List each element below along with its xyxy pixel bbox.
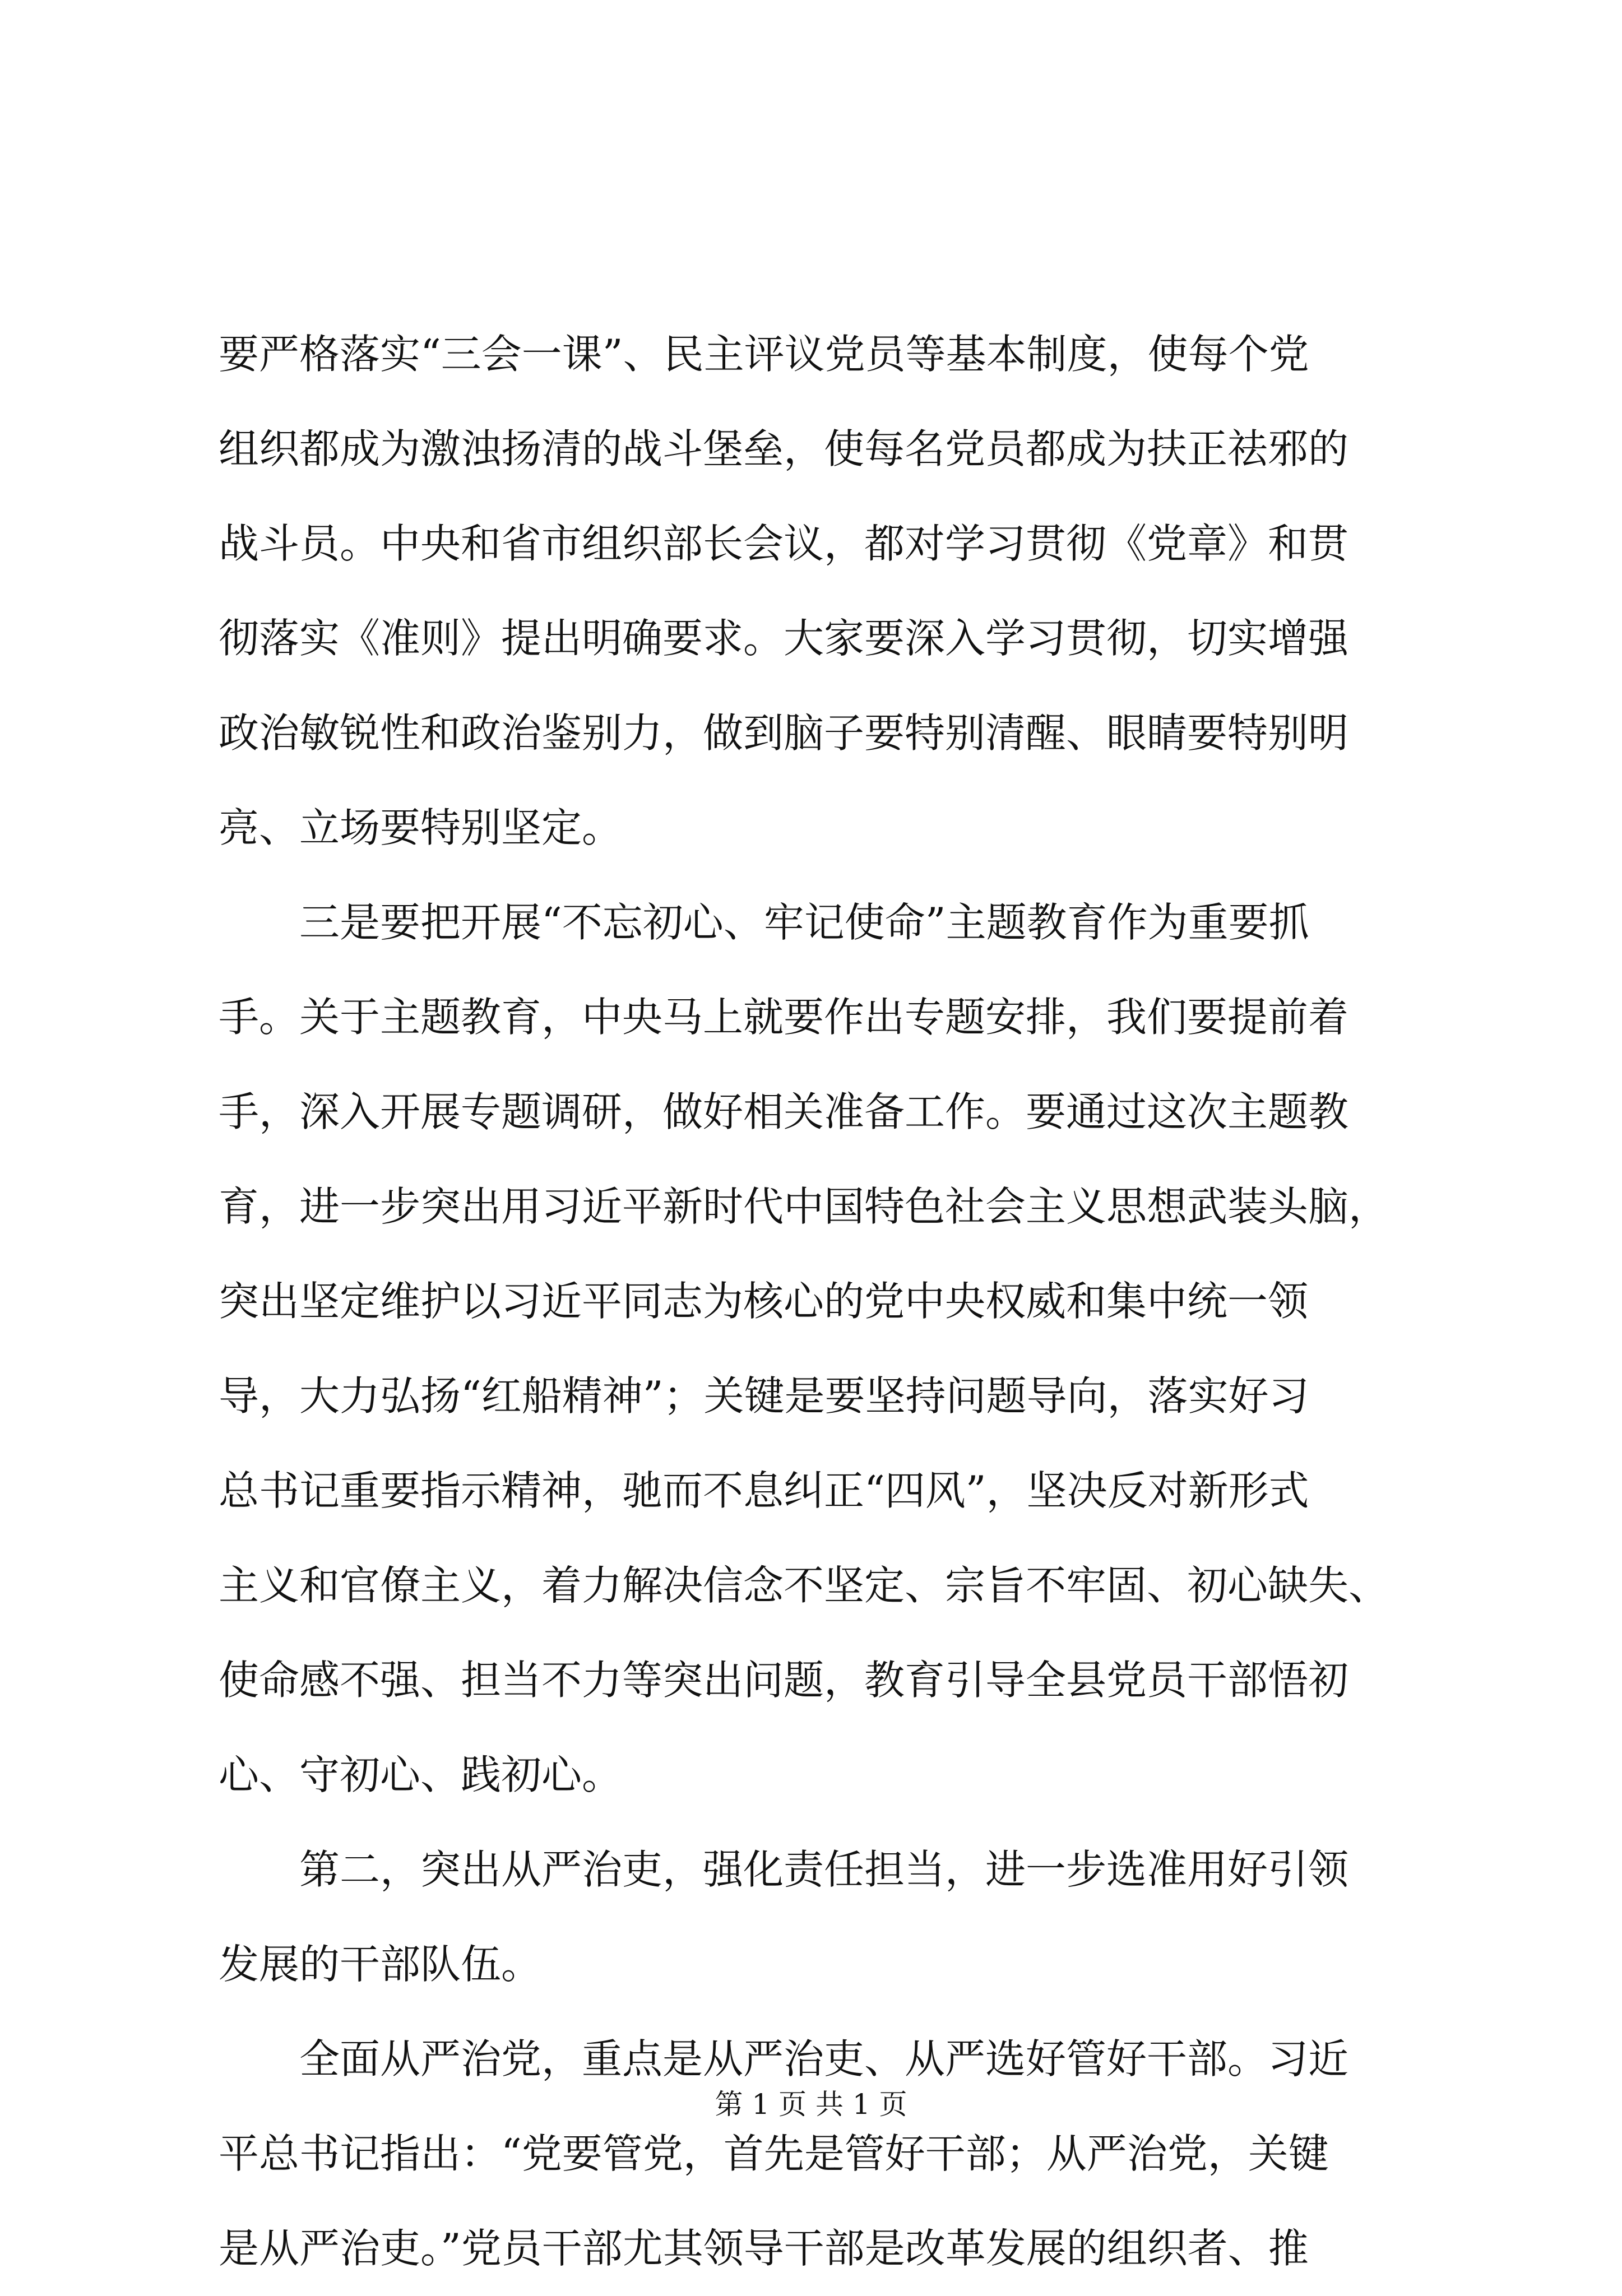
text-line: 手，深入开展专题调研，做好相关准备工作。要通过这次主题教 xyxy=(219,1088,1349,1135)
text-line: 政治敏锐性和政治鉴别力，做到脑子要特别清醒、眼睛要特别明 xyxy=(219,709,1349,757)
text-line: 育，进一步突出用习近平新时代中国特色社会主义思想武装头脑， xyxy=(219,1183,1389,1230)
text-line: 要严格落实“三会一课”、民主评议党员等基本制度，使每个党 xyxy=(219,331,1309,378)
text-line: 是从严治吏。”党员干部尤其领导干部是改革发展的组织者、推 xyxy=(219,2225,1309,2272)
text-line: 主义和官僚主义，着力解决信念不坚定、宗旨不牢固、初心缺失、 xyxy=(219,1562,1389,1609)
section-heading-line: 第二，突出从严治吏，强化责任担当，进一步选准用好引领 xyxy=(299,1846,1349,1893)
text-line: 平总书记指出：“党要管党，首先是管好干部；从严治党，关键 xyxy=(219,2130,1329,2177)
section-heading-line: 发展的干部队伍。 xyxy=(219,1941,542,1988)
page-footer: 第 1 页 共 1 页 xyxy=(715,2088,907,2121)
text-line: 心、守初心、践初心。 xyxy=(219,1751,623,1798)
paragraph-start-line: 全面从严治党，重点是从严治吏、从严选好管好干部。习近 xyxy=(299,2035,1349,2082)
text-line: 彻落实《准则》提出明确要求。大家要深入学习贯彻，切实增强 xyxy=(219,615,1349,662)
text-line: 突出坚定维护以习近平同志为核心的党中央权威和集中统一领 xyxy=(219,1278,1309,1325)
body-text xyxy=(219,307,1418,2296)
text-line: 总书记重要指示精神，驰而不息纠正“四风”，坚决反对新形式 xyxy=(219,1467,1309,1514)
text-line: 使命感不强、担当不力等突出问题，教育引导全县党员干部悟初 xyxy=(219,1657,1349,1704)
text-line: 组织都成为激浊扬清的战斗堡垒，使每名党员都成为扶正祛邪的 xyxy=(219,425,1349,472)
paragraph-start-line: 三是要把开展“不忘初心、牢记使命”主题教育作为重要抓 xyxy=(299,899,1309,946)
text-line: 战斗员。中央和省市组织部长会议，都对学习贯彻《党章》和贯 xyxy=(219,520,1349,567)
text-line: 亮、立场要特别坚定。 xyxy=(219,804,623,851)
text-line: 导，大力弘扬“红船精神”；关键是要坚持问题导向，落实好习 xyxy=(219,1372,1309,1420)
text-line: 手。关于主题教育，中央马上就要作出专题安排，我们要提前着 xyxy=(219,994,1349,1041)
